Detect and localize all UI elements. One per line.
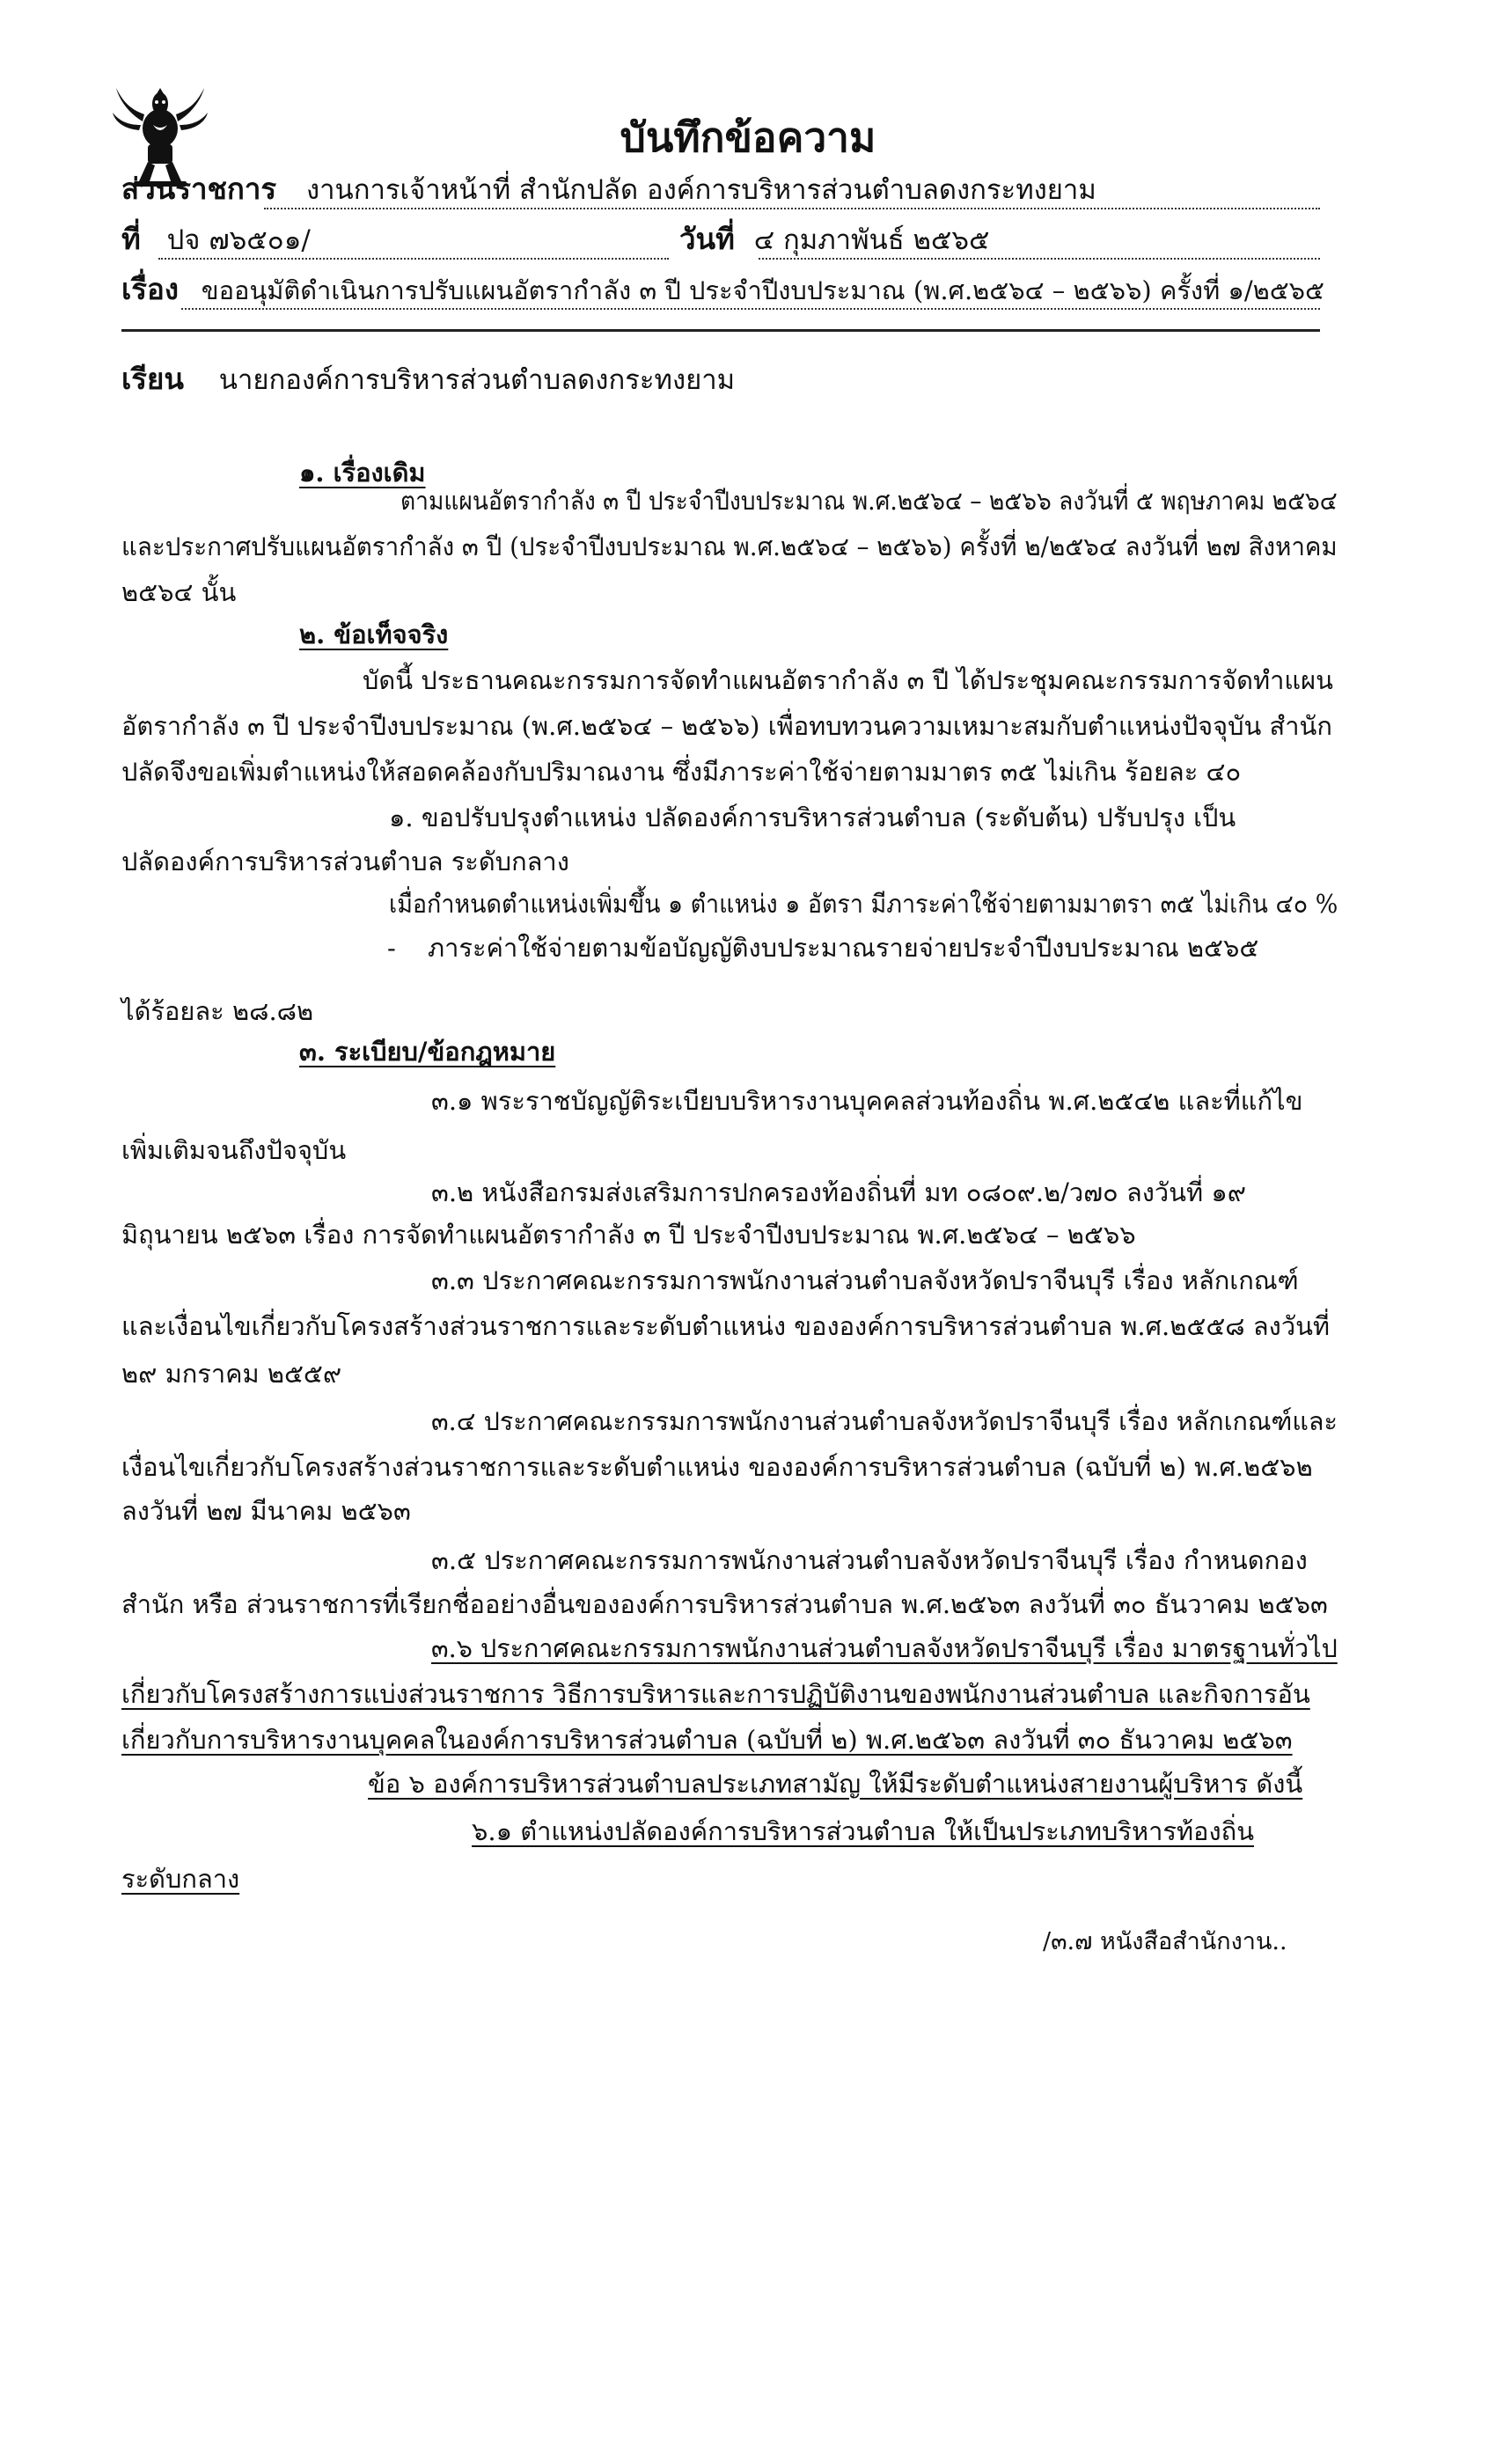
section-2-heading: ๒. ข้อเท็จจริง (299, 620, 449, 649)
section-2-line-7: ภาระค่าใช้จ่ายตามข้อบัญญัติงบประมาณรายจ่ายประจำปีงบประมาณ ๒๕๖๕ (428, 933, 1259, 963)
section-2-line-8: ได้ร้อยละ ๒๘.๘๒ (121, 996, 314, 1026)
date-row (679, 223, 990, 257)
ref-value: ปจ ๗๖๕๐๑/ (166, 224, 311, 256)
date-value: ๔ กุมภาพันธ์ ๒๕๖๕ (753, 224, 990, 256)
ref-label: ที่ (121, 222, 141, 256)
section-2-line-5: ปลัดองค์การบริหารส่วนตำบล ระดับกลาง (121, 847, 569, 876)
subject-dotline (181, 308, 1320, 310)
section-1-line-3: ๒๕๖๔ นั้น (121, 577, 237, 607)
section-1-line-2: และประกาศปรับแผนอัตรากำลัง ๓ ปี (ประจำปีงบประมาณ พ.ศ.๒๕๖๔ – ๒๕๖๖) ครั้งที่ ๒/๒๕๖๔ ลงวันที่ ๒๗ สิงหาคม (121, 532, 1338, 561)
to-row (121, 363, 735, 397)
agency-value: งานการเจ้าหน้าที่ สำนักปลัด องค์การบริหารส่วนตำบลดงกระทงยาม (305, 174, 1096, 206)
law-3-1-line-2: เพิ่มเติมจนถึงปัจจุบัน (121, 1135, 347, 1165)
law-3-5-line-2: สำนัก หรือ ส่วนราชการที่เรียกชื่ออย่างอื่นขององค์การบริหารส่วนตำบล พ.ศ.๒๕๖๓ ลงวันที่ ๓๐ ธันวาคม ๒๕๖๓ (121, 1589, 1328, 1619)
law-3-2-line-2: มิถุนายน ๒๕๖๓ เรื่อง การจัดทำแผนอัตรากำลัง ๓ ปี ประจำปีงบประมาณ พ.ศ.๒๕๖๔ – ๒๕๖๖ (121, 1220, 1136, 1250)
section-2-dash: - (387, 933, 396, 963)
law-3-1-line-1: ๓.๑ พระราชบัญญัติระเบียบบริหารงานบุคคลส่วนท้องถิ่น พ.ศ.๒๕๔๒ และที่แก้ไข (431, 1086, 1303, 1116)
law-3-6-line-1: ๓.๖ ประกาศคณะกรรมการพนักงานส่วนตำบลจังหวัดปราจีนบุรี เรื่อง มาตรฐานทั่วไป (431, 1633, 1338, 1663)
subject-value: ขออนุมัติดำเนินการปรับแผนอัตรากำลัง ๓ ปี ประจำปีงบประมาณ (พ.ศ.๒๕๖๔ – ๒๕๖๖) ครั้งที่ ๑/๒๕๖๕ (201, 275, 1325, 305)
ref-dotline (158, 258, 669, 260)
law-3-4-line-3: ลงวันที่ ๒๗ มีนาคม ๒๕๖๓ (121, 1496, 411, 1526)
law-3-3-line-1: ๓.๓ ประกาศคณะกรรมการพนักงานส่วนตำบลจังหวัดปราจีนบุรี เรื่อง หลักเกณฑ์ (431, 1265, 1299, 1295)
law-3-6-line-6: ระดับกลาง (121, 1864, 240, 1894)
subject-label: เรื่อง (121, 272, 179, 306)
law-3-3-line-3: ๒๙ มกราคม ๒๕๕๙ (121, 1359, 342, 1389)
law-3-4-line-1: ๓.๔ ประกาศคณะกรรมการพนักงานส่วนตำบลจังหวัดปราจีนบุรี เรื่อง หลักเกณฑ์และ (431, 1406, 1338, 1436)
header-rule (121, 329, 1320, 332)
agency-row (121, 172, 1096, 207)
to-label: เรียน (121, 362, 184, 396)
section-2-line-2: อัตรากำลัง ๓ ปี ประจำปีงบประมาณ (พ.ศ.๒๕๖๔ – ๒๕๖๖) เพื่อทบทวนความเหมาะสมกับตำแหน่งปัจจุบัน สำนัก (121, 711, 1332, 741)
subject-row (121, 273, 1324, 307)
law-3-4-line-2: เงื่อนไขเกี่ยวกับโครงสร้างส่วนราชการและระดับตำแหน่ง ขององค์การบริหารส่วนตำบล (ฉบับที่ ๒) พ.ศ.๒๕๖๒ (121, 1452, 1313, 1482)
ref-row (121, 223, 311, 257)
date-label: วันที่ (679, 222, 735, 256)
continued-marker: /๓.๗ หนังสือสำนักงาน.. (1043, 1928, 1287, 1955)
section-2-line-1: บัดนี้ ประธานคณะกรรมการจัดทำแผนอัตรากำลัง ๓ ปี ได้ประชุมคณะกรรมการจัดทำแผน (363, 665, 1333, 695)
section-2-line-3: ปลัดจึงขอเพิ่มตำแหน่งให้สอดคล้องกับปริมาณงาน ซึ่งมีภาระค่าใช้จ่ายตามมาตร ๓๕ ไม่เกิน ร้อยละ ๔๐ (121, 757, 1242, 787)
law-3-6-line-3: เกี่ยวกับการบริหารงานบุคคลในองค์การบริหารส่วนตำบล (ฉบับที่ ๒) พ.ศ.๒๕๖๓ ลงวันที่ ๓๐ ธันวาคม ๒๕๖๓ (121, 1725, 1293, 1755)
section-3-heading: ๓. ระเบียบ/ข้อกฎหมาย (299, 1037, 556, 1067)
law-3-3-line-2: และเงื่อนไขเกี่ยวกับโครงสร้างส่วนราชการและระดับตำแหน่ง ขององค์การบริหารส่วนตำบล พ.ศ.๒๕๕๘ ลงวันที่ (121, 1311, 1331, 1341)
law-3-6-line-2: เกี่ยวกับโครงสร้างการแบ่งส่วนราชการ วิธีการบริหารและการปฏิบัติงานของพนักงานส่วนตำบล และกิจการอัน (121, 1679, 1310, 1709)
section-1-heading: ๑. เรื่องเดิม (299, 458, 426, 488)
law-3-5-line-1: ๓.๕ ประกาศคณะกรรมการพนักงานส่วนตำบลจังหวัดปราจีนบุรี เรื่อง กำหนดกอง (431, 1545, 1308, 1575)
date-dotline (759, 258, 1320, 260)
section-2-line-4: ๑. ขอปรับปรุงตำแหน่ง ปลัดองค์การบริหารส่วนตำบล (ระดับต้น) ปรับปรุง เป็น (389, 803, 1236, 832)
memo-title: บันทึกข้อความ (620, 114, 876, 161)
agency-label: ส่วนราชการ (121, 172, 277, 206)
law-3-6-line-4: ข้อ ๖ องค์การบริหารส่วนตำบลประเภทสามัญ ให้มีระดับตำแหน่งสายงานผู้บริหาร ดังนี้ (368, 1769, 1303, 1799)
law-3-6-line-5: ๖.๑ ตำแหน่งปลัดองค์การบริหารส่วนตำบล ให้เป็นประเภทบริหารท้องถิ่น (472, 1816, 1255, 1846)
law-3-2-line-1: ๓.๒ หนังสือกรมส่งเสริมการปกครองท้องถิ่นที่ มท ๐๘๐๙.๒/ว๗๐ ลงวันที่ ๑๙ (431, 1177, 1246, 1207)
to-value: นายกองค์การบริหารส่วนตำบลดงกระทงยาม (218, 364, 736, 396)
section-1-line-1: ตามแผนอัตรากำลัง ๓ ปี ประจำปีงบประมาณ พ.ศ.๒๕๖๔ – ๒๕๖๖ ลงวันที่ ๕ พฤษภาคม ๒๕๖๔ (400, 486, 1338, 516)
section-2-line-6: เมื่อกำหนดตำแหน่งเพิ่มขึ้น ๑ ตำแหน่ง ๑ อัตรา มีภาระค่าใช้จ่ายตามมาตรา ๓๕ ไม่เกิน ๔๐ % (389, 889, 1338, 919)
agency-dotline (264, 208, 1320, 209)
